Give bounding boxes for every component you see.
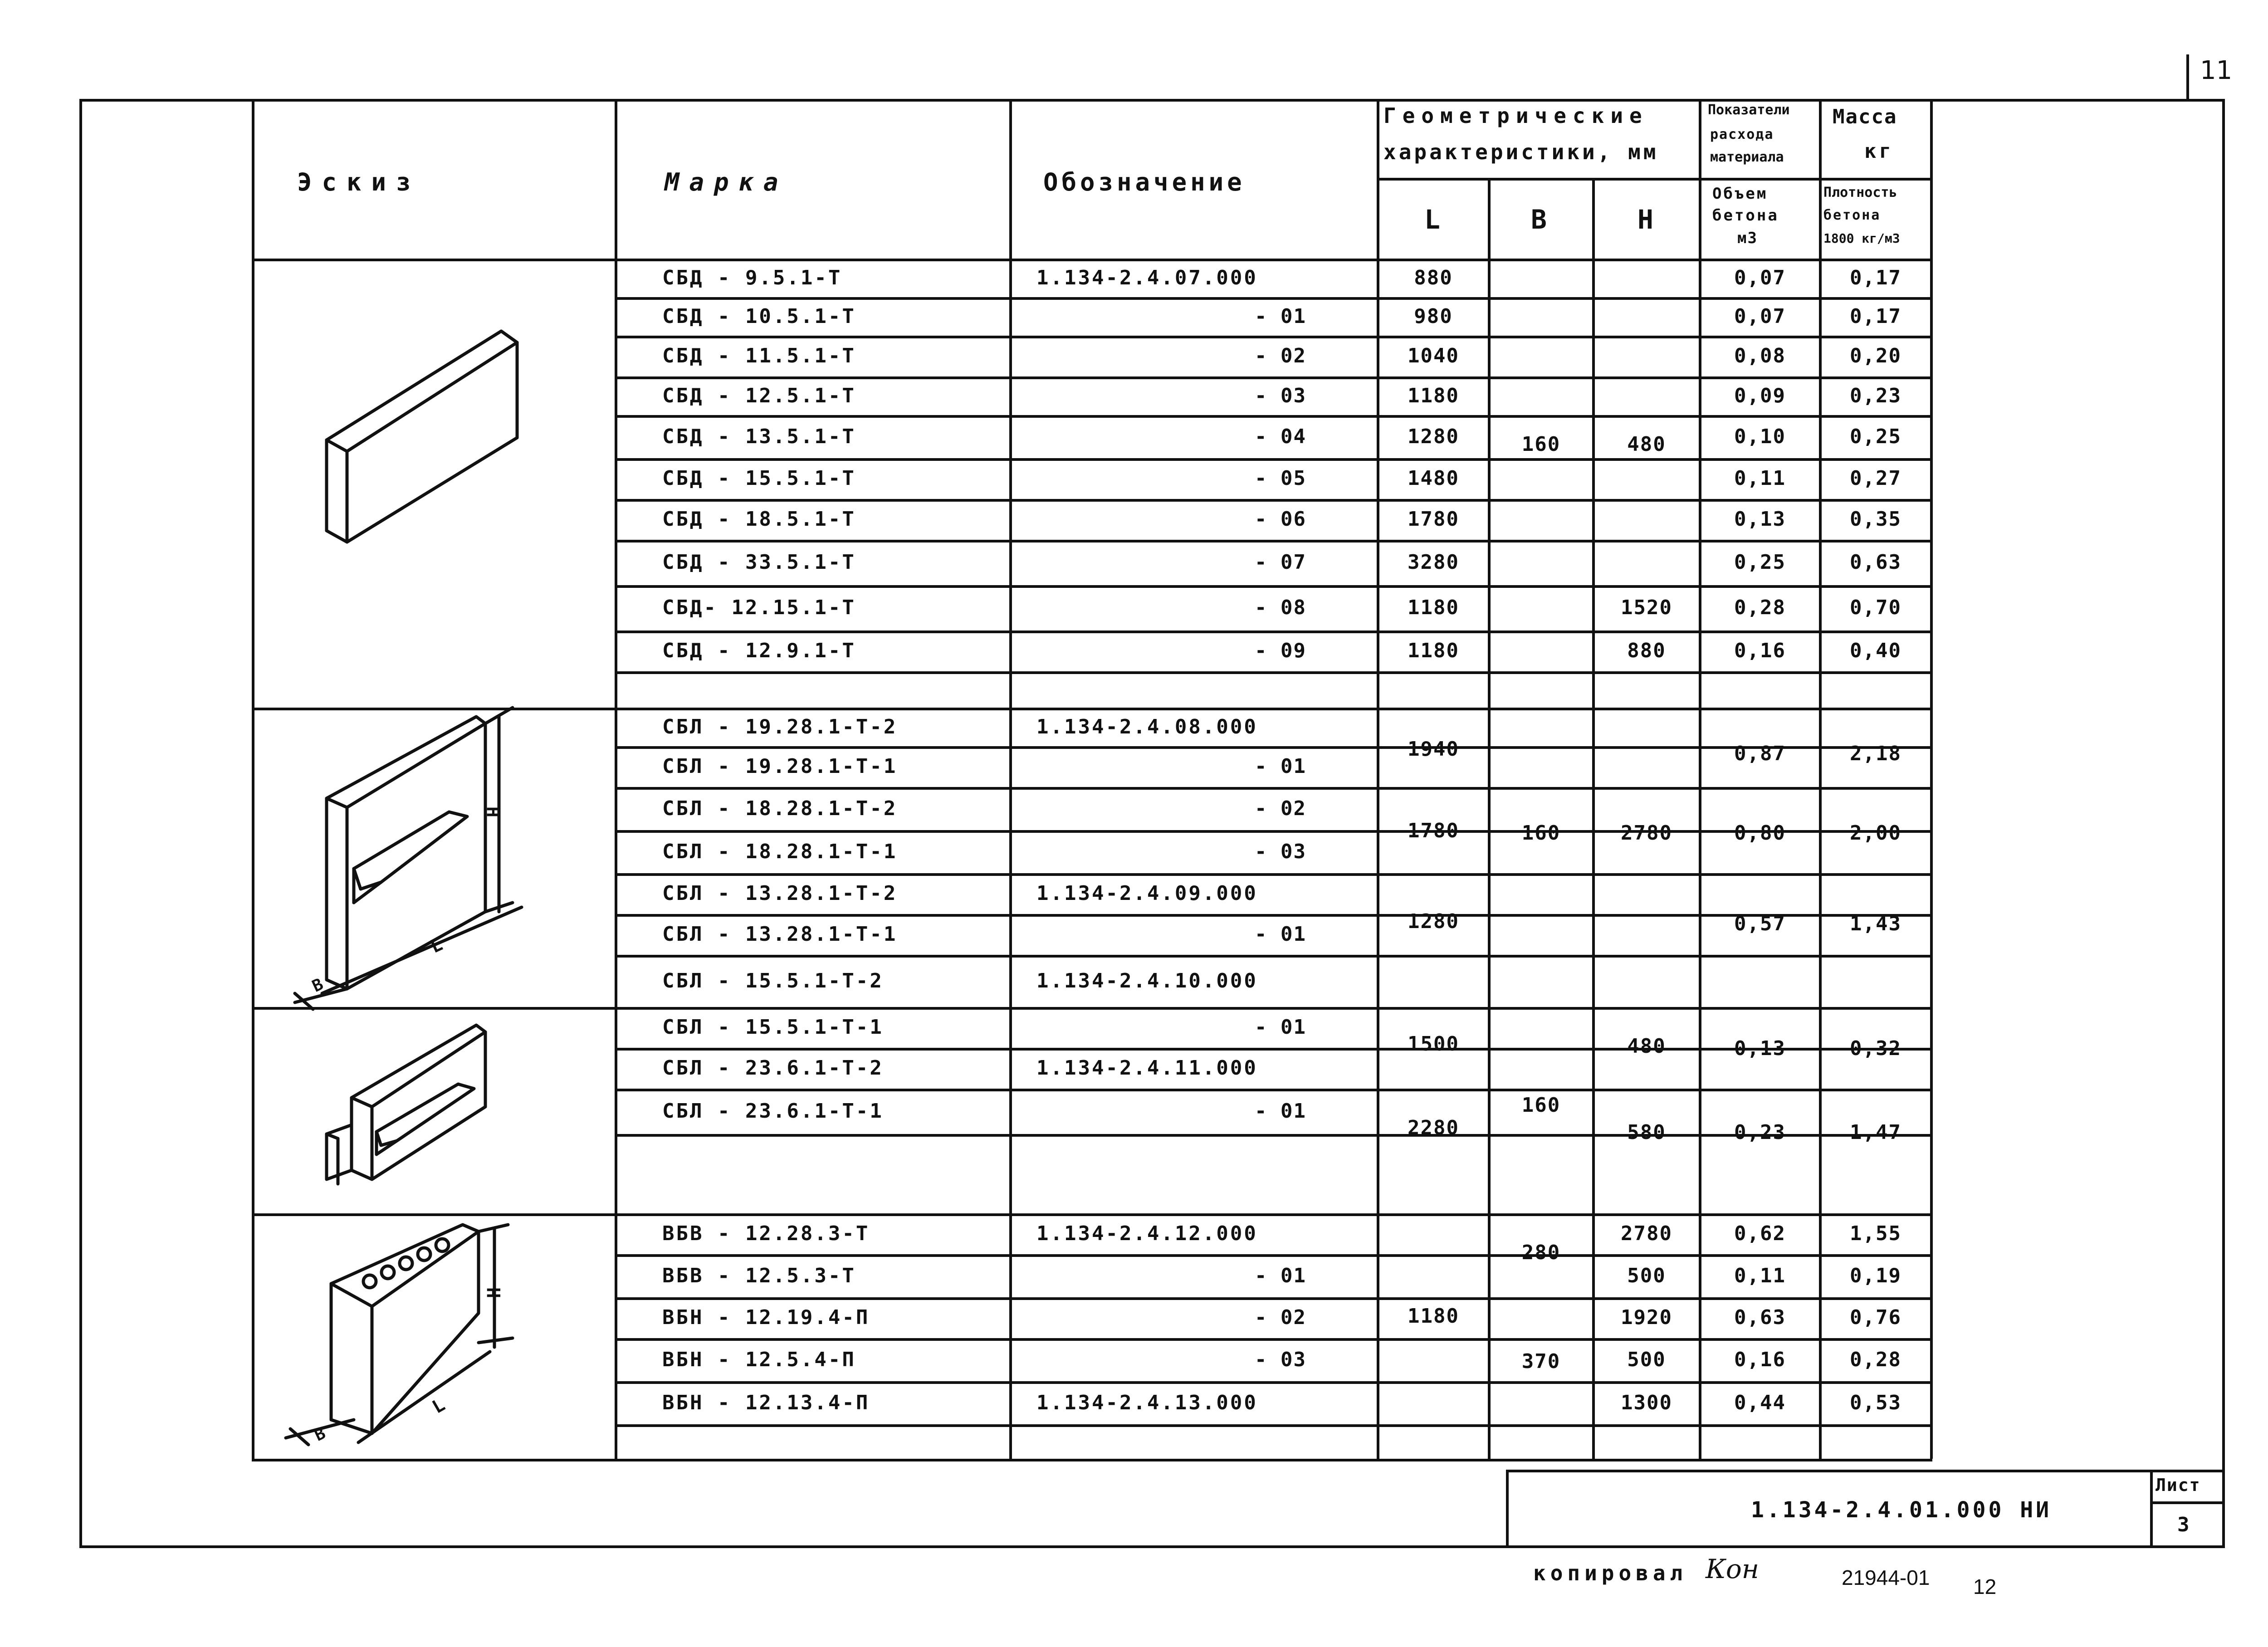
- marka-cell: СБД - 10.5.1-Т: [662, 305, 856, 328]
- oboznachenie-sub-cell: - 01: [1255, 755, 1306, 778]
- stamp-sheet-left-line: [2150, 1470, 2153, 1547]
- oboznachenie-cell: 1.134-2.4.09.000: [1036, 882, 1258, 905]
- obem-cell: 0,28: [1734, 596, 1786, 619]
- marka-cell: СБД - 13.5.1-Т: [662, 425, 856, 448]
- g2-B: 160: [1521, 821, 1561, 845]
- row-line: [615, 873, 1932, 876]
- g2-L-b: 1780: [1408, 819, 1459, 842]
- corner-sheet-number: 11: [2200, 56, 2233, 85]
- row-line: [615, 1381, 1932, 1384]
- stamp-sheet-number: 3: [2177, 1513, 2190, 1536]
- g2-massa-b: 2,00: [1850, 821, 1901, 845]
- oboznachenie-sub-cell: - 05: [1255, 467, 1306, 490]
- marka-cell: СБД - 9.5.1-Т: [662, 266, 842, 289]
- obem-cell: 0,11: [1734, 1264, 1786, 1287]
- marka-cell: СБЛ - 18.28.1-Т-1: [662, 840, 898, 863]
- hdr-sub-line-geom: [1377, 178, 1819, 181]
- col-divider-H: [1592, 179, 1595, 1459]
- sketch-block-sbl-28: [268, 708, 549, 1016]
- stamp-designation: 1.134-2.4.01.000 НИ: [1751, 1497, 2052, 1523]
- obem-cell: 0,09: [1734, 384, 1786, 407]
- L-cell: 1280: [1408, 425, 1459, 448]
- marka-cell: ВБН - 12.5.4-П: [662, 1348, 856, 1371]
- marka-cell: СБЛ - 19.28.1-Т-1: [662, 755, 898, 778]
- oboznachenie-sub-cell: - 08: [1255, 596, 1306, 619]
- H-cell: 500: [1627, 1348, 1666, 1371]
- g3-H-b: 580: [1627, 1121, 1666, 1144]
- massa-cell: 0,28: [1850, 1348, 1901, 1371]
- sketch-block-sbd: [318, 318, 553, 553]
- oboznachenie-cell: 1.134-2.4.07.000: [1036, 266, 1258, 289]
- header-marka: Марка: [665, 168, 788, 196]
- marka-cell: ВБВ - 12.28.3-Т: [662, 1222, 870, 1245]
- massa-cell: 0,27: [1850, 467, 1901, 490]
- row-line: [615, 630, 1932, 633]
- oboznachenie-sub-cell: - 01: [1255, 1016, 1306, 1039]
- obem-cell: 0,16: [1734, 1348, 1786, 1371]
- obem-cell: 0,16: [1734, 639, 1786, 662]
- g3-L-b: 2280: [1408, 1116, 1459, 1139]
- row-line: [615, 1424, 1932, 1427]
- marka-cell: СБД- 12.15.1-Т: [662, 596, 856, 619]
- massa-cell: 1,55: [1850, 1222, 1901, 1245]
- sketch-block-sbl-small: [318, 1016, 499, 1197]
- oboznachenie-sub-cell: - 04: [1255, 425, 1306, 448]
- g3-massa-b: 1,47: [1850, 1121, 1901, 1144]
- row-line: [615, 458, 1932, 461]
- marka-cell: СБД - 33.5.1-Т: [662, 551, 856, 574]
- H-cell: 1920: [1621, 1306, 1672, 1329]
- stamp-sheet-divider: [2150, 1501, 2225, 1504]
- marka-cell: ВБВ - 12.5.3-Т: [662, 1264, 856, 1287]
- g2-obem-a: 0,87: [1734, 742, 1786, 765]
- hdr-sub-line-massa: [1819, 178, 1932, 181]
- row-line: [615, 671, 1932, 674]
- massa-cell: 0,25: [1850, 425, 1901, 448]
- H-cell: 1520: [1621, 596, 1672, 619]
- row-line: [615, 1254, 1932, 1257]
- H-cell: 500: [1627, 1264, 1666, 1287]
- L-cell: 1780: [1408, 508, 1459, 531]
- header-plot-line1: Плотность: [1823, 185, 1897, 200]
- header-plot-line3: 1800 кг/м3: [1823, 231, 1900, 246]
- L-cell: 3280: [1408, 551, 1459, 574]
- row-line: [615, 499, 1932, 502]
- header-pokaz-line1: Показатели: [1708, 102, 1790, 118]
- g2-L-a: 1940: [1408, 738, 1459, 761]
- row-line: [615, 1089, 1932, 1091]
- g3-H-a: 480: [1627, 1035, 1666, 1058]
- row-line: [615, 1338, 1932, 1341]
- header-plot-line2: бетона: [1823, 207, 1881, 223]
- marka-cell: СБД - 12.5.1-Т: [662, 384, 856, 407]
- L-cell: 1180: [1408, 384, 1459, 407]
- oboznachenie-sub-cell: - 01: [1255, 1100, 1306, 1123]
- g4-B-b: 370: [1521, 1350, 1561, 1373]
- header-B: В: [1531, 204, 1547, 235]
- oboznachenie-sub-cell: - 01: [1255, 305, 1306, 328]
- oboznachenie-sub-cell: - 03: [1255, 384, 1306, 407]
- header-obem-line1: Объем: [1712, 185, 1768, 203]
- sketch4-label-l: L: [429, 1394, 449, 1418]
- stamp-sheet-label: Лист: [2156, 1475, 2201, 1495]
- oboznachenie-cell: 1.134-2.4.08.000: [1036, 715, 1258, 738]
- H-cell: 2780: [1621, 1222, 1672, 1245]
- L-cell: 1480: [1408, 467, 1459, 490]
- row-line: [615, 415, 1932, 418]
- header-oboznachenie: Обозначение: [1043, 168, 1246, 196]
- oboznachenie-sub-cell: - 06: [1255, 508, 1306, 531]
- row-line: [615, 376, 1932, 379]
- massa-cell: 0,76: [1850, 1306, 1901, 1329]
- marka-cell: ВБН - 12.19.4-П: [662, 1306, 870, 1329]
- row-line: [615, 336, 1932, 338]
- marka-cell: СБД - 11.5.1-Т: [662, 344, 856, 367]
- marka-cell: СБЛ - 23.6.1-Т-2: [662, 1056, 884, 1080]
- g3-obem-b: 0,23: [1734, 1121, 1786, 1144]
- row-line: [615, 787, 1932, 790]
- row-line: [615, 540, 1932, 542]
- massa-cell: 0,19: [1850, 1264, 1901, 1287]
- marka-cell: ВБН - 12.13.4-П: [662, 1391, 870, 1414]
- header-geom-line2: характеристики, мм: [1383, 140, 1659, 164]
- marka-cell: СБЛ - 13.28.1-Т-2: [662, 882, 898, 905]
- marka-cell: СБД - 12.9.1-Т: [662, 639, 856, 662]
- sketch-block-vb: [268, 1216, 549, 1470]
- footer-order: 21944-01: [1842, 1566, 1930, 1589]
- marka-cell: СБЛ - 15.5.1-Т-2: [662, 969, 884, 992]
- massa-cell: 0,35: [1850, 508, 1901, 531]
- obem-cell: 0,63: [1734, 1306, 1786, 1329]
- g3-obem-a: 0,13: [1734, 1037, 1786, 1060]
- footer-signature: Кон: [1706, 1554, 1760, 1584]
- massa-cell: 0,70: [1850, 596, 1901, 619]
- row-line: [615, 1459, 1932, 1461]
- massa-cell: 0,17: [1850, 305, 1901, 328]
- massa-cell: 0,63: [1850, 551, 1901, 574]
- obem-cell: 0,08: [1734, 344, 1786, 367]
- marka-cell: СБД - 18.5.1-Т: [662, 508, 856, 531]
- L-cell: 980: [1414, 305, 1453, 328]
- oboznachenie-sub-cell: - 09: [1255, 639, 1306, 662]
- obem-cell: 0,10: [1734, 425, 1786, 448]
- header-L: L: [1424, 204, 1440, 235]
- L-cell: 1040: [1408, 344, 1459, 367]
- oboznachenie-sub-cell: - 02: [1255, 1306, 1306, 1329]
- g2-obem-b: 0,80: [1734, 821, 1786, 845]
- table-left-border: [252, 99, 254, 1459]
- L-cell: 1180: [1408, 639, 1459, 662]
- header-obem-line3: м3: [1737, 229, 1758, 247]
- g4-L: 1180: [1408, 1305, 1459, 1328]
- oboznachenie-cell: 1.134-2.4.11.000: [1036, 1056, 1258, 1080]
- stamp-top-line: [1506, 1470, 2225, 1472]
- oboznachenie-cell: 1.134-2.4.10.000: [1036, 969, 1258, 992]
- g1-H: 480: [1627, 433, 1666, 456]
- g2-L-c: 1280: [1408, 910, 1459, 933]
- g1-B: 160: [1521, 433, 1561, 456]
- sketch4-label-b: В: [312, 1424, 329, 1445]
- marka-cell: СБД - 15.5.1-Т: [662, 467, 856, 490]
- obem-cell: 0,25: [1734, 551, 1786, 574]
- footer-copied: копировал: [1533, 1561, 1687, 1585]
- massa-cell: 0,20: [1850, 344, 1901, 367]
- obem-cell: 0,44: [1734, 1391, 1786, 1414]
- massa-cell: 0,23: [1850, 384, 1901, 407]
- g2-H: 2780: [1621, 821, 1672, 845]
- g4-B-a: 280: [1521, 1241, 1561, 1264]
- H-cell: 880: [1627, 639, 1666, 662]
- sketch2-label-b: В: [309, 975, 327, 996]
- oboznachenie-sub-cell: - 01: [1255, 1264, 1306, 1287]
- hdr-bottom-line: [252, 259, 1932, 261]
- obem-cell: 0,62: [1734, 1222, 1786, 1245]
- oboznachenie-sub-cell: - 03: [1255, 1348, 1306, 1371]
- g3-massa-a: 0,32: [1850, 1037, 1901, 1060]
- obem-cell: 0,07: [1734, 266, 1786, 289]
- H-cell: 1300: [1621, 1391, 1672, 1414]
- row-line: [615, 955, 1932, 958]
- oboznachenie-sub-cell: - 01: [1255, 923, 1306, 946]
- oboznachenie-sub-cell: - 02: [1255, 797, 1306, 820]
- obem-cell: 0,13: [1734, 508, 1786, 531]
- sketch2-label-h: Н: [484, 806, 505, 818]
- oboznachenie-sub-cell: - 07: [1255, 551, 1306, 574]
- row-line: [615, 708, 1932, 710]
- header-massa-line1: Масса: [1833, 105, 1897, 128]
- header-geom-line1: Геометрические: [1383, 103, 1648, 128]
- oboznachenie-cell: 1.134-2.4.12.000: [1036, 1222, 1258, 1245]
- row-line: [615, 1213, 1932, 1216]
- marka-cell: СБЛ - 18.28.1-Т-2: [662, 797, 898, 820]
- footer-page: 12: [1973, 1575, 1997, 1598]
- sketch4-label-h: Н: [484, 1287, 505, 1299]
- oboznachenie-sub-cell: - 03: [1255, 840, 1306, 863]
- row-line: [615, 1007, 1932, 1010]
- marka-cell: СБЛ - 23.6.1-Т-1: [662, 1100, 884, 1123]
- g3-B: 160: [1521, 1094, 1561, 1117]
- col-divider-B: [1488, 179, 1491, 1459]
- row-line: [615, 585, 1932, 588]
- massa-cell: 0,53: [1850, 1391, 1901, 1414]
- header-pokaz-line2: расхода: [1710, 127, 1774, 142]
- g3-L-a: 1500: [1408, 1032, 1459, 1056]
- g2-massa-a: 2,18: [1850, 742, 1901, 765]
- stamp-left-line: [1506, 1470, 1509, 1547]
- corner-number-divider: [2186, 54, 2189, 100]
- L-cell: 880: [1414, 266, 1453, 289]
- massa-cell: 0,40: [1850, 639, 1901, 662]
- header-H: Н: [1637, 204, 1653, 235]
- oboznachenie-sub-cell: - 02: [1255, 344, 1306, 367]
- header-eskiz: Эскиз: [297, 168, 421, 196]
- L-cell: 1180: [1408, 596, 1459, 619]
- sketch2-label-l: L: [427, 934, 446, 958]
- marka-cell: СБЛ - 15.5.1-Т-1: [662, 1016, 884, 1039]
- oboznachenie-cell: 1.134-2.4.13.000: [1036, 1391, 1258, 1414]
- row-line: [615, 297, 1932, 300]
- obem-cell: 0,07: [1734, 305, 1786, 328]
- marka-cell: СБЛ - 13.28.1-Т-1: [662, 923, 898, 946]
- g2-massa-c: 1,43: [1850, 912, 1901, 935]
- g2-obem-c: 0,57: [1734, 912, 1786, 935]
- header-pokaz-line3: материала: [1710, 149, 1784, 165]
- marka-cell: СБЛ - 19.28.1-Т-2: [662, 715, 898, 738]
- row-line: [615, 1297, 1932, 1300]
- obem-cell: 0,11: [1734, 467, 1786, 490]
- header-massa-line2: кг: [1864, 140, 1894, 163]
- header-obem-line2: бетона: [1712, 206, 1779, 225]
- massa-cell: 0,17: [1850, 266, 1901, 289]
